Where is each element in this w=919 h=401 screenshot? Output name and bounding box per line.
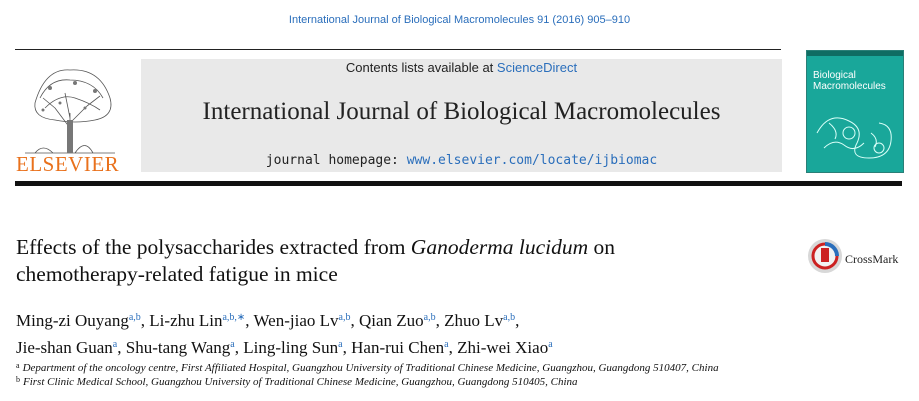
affiliation-mark: b [16, 375, 20, 384]
author-separator: , [448, 337, 458, 357]
author-name[interactable]: Li-zhu Lin [149, 311, 223, 330]
author-separator: , [117, 337, 126, 357]
author-list [16, 306, 836, 359]
cover-molecule-icon [809, 103, 901, 169]
author-affiliation-sup[interactable]: a [230, 338, 235, 350]
author-affiliation-sup[interactable]: a,b [338, 312, 351, 323]
author-separator: , [515, 311, 520, 330]
author-affiliation-sup[interactable]: a [112, 338, 118, 350]
author-name[interactable]: Ling-ling Sun [243, 337, 339, 357]
title-part2: on [588, 235, 616, 259]
contents-availability [141, 60, 782, 75]
affiliation-text: Department of the oncology centre, First Affiliated Hospital, Guangzhou University of Traditional Chinese Medicine, Guangzhou, Guangdong 510407, China [22, 362, 719, 374]
author-affiliation-sup[interactable]: a,b,∗ [222, 312, 246, 323]
author-line-1 [16, 306, 836, 333]
journal-title[interactable]: International Journal of Biological Macromolecules [202, 98, 721, 125]
elsevier-wordmark[interactable]: ELSEVIER [16, 152, 120, 176]
author-name[interactable]: Jie-shan Guan [16, 337, 113, 357]
affiliation-mark: a [16, 361, 20, 370]
author-affiliation-sup[interactable]: a [444, 338, 449, 350]
journal-citation[interactable]: International Journal of Biological Macromolecules 91 (2016) 905–910 [288, 14, 631, 26]
title-part1: Effects of the polysaccharides extracted from [16, 235, 411, 259]
affiliation-text: First Clinic Medical School, Guangzhou University of Traditional Chinese Medicine, Guangzhou, Guangdong 510405, China [23, 376, 578, 388]
author-name[interactable]: Shu-tang Wang [125, 337, 231, 357]
author-separator: , [245, 311, 254, 330]
homepage-link[interactable]: www.elsevier.com/locate/ijbiomac [406, 153, 658, 168]
author-affiliation-sup[interactable]: a,b [128, 312, 141, 323]
author-affiliation-sup[interactable]: a,b [423, 312, 436, 323]
author-affiliation-sup[interactable]: a,b [503, 312, 516, 323]
author-name[interactable]: Wen-jiao Lv [253, 311, 339, 330]
article-title [16, 234, 776, 288]
cover-top-band [807, 51, 903, 56]
author-name[interactable]: Zhi-wei Xiao [457, 337, 549, 357]
author-separator: , [140, 311, 150, 330]
crossmark-label[interactable]: CrossMark [845, 252, 899, 266]
top-divider [15, 49, 781, 50]
journal-cover[interactable] [806, 50, 904, 173]
author-separator: , [234, 337, 244, 357]
cover-title-line2: Macromolecules [813, 81, 886, 92]
author-name[interactable]: Zhuo Lv [444, 311, 504, 330]
contents-prefix: Contents lists available at [345, 60, 497, 75]
cover-title [813, 70, 901, 92]
cover-title-line1: Biological [813, 70, 856, 81]
sciencedirect-link[interactable]: ScienceDirect [496, 60, 578, 75]
title-line2: chemotherapy-related fatigue in mice [16, 262, 338, 286]
author-name[interactable]: Han-rui Chen [351, 337, 445, 357]
title-species: Ganoderma lucidum [410, 235, 589, 259]
journal-homepage [141, 153, 782, 168]
author-line-2 [16, 333, 836, 360]
author-separator: , [350, 311, 359, 330]
author-name[interactable]: Qian Zuo [358, 311, 424, 330]
affiliation-b [16, 375, 578, 388]
affiliation-a [16, 361, 719, 374]
author-affiliation-sup[interactable]: a [548, 338, 553, 350]
homepage-prefix: journal homepage: [265, 153, 407, 168]
author-separator: , [435, 311, 445, 330]
author-affiliation-sup[interactable]: a [338, 338, 343, 350]
header-thick-divider [15, 181, 902, 186]
author-name[interactable]: Ming-zi Ouyang [16, 311, 129, 330]
author-separator: , [342, 337, 352, 357]
